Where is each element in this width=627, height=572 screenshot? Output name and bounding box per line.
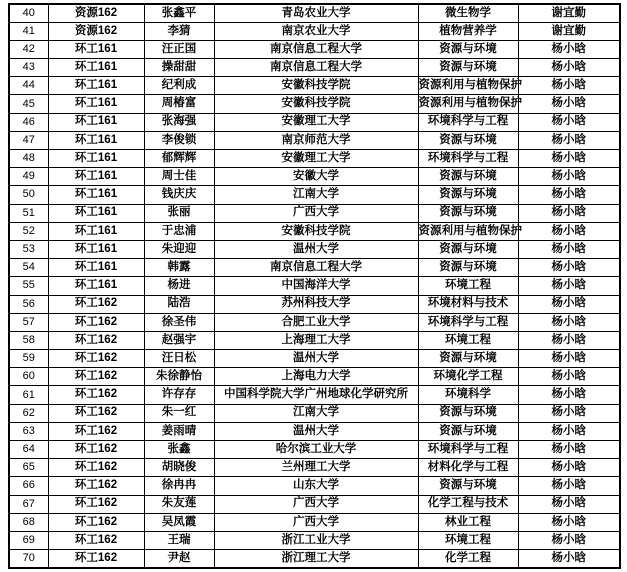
cell-class: 环工162 — [48, 368, 144, 386]
cell-student-name: 王瑞 — [144, 531, 214, 549]
cell-class: 环工162 — [48, 441, 144, 459]
cell-university: 安徽理工大学 — [214, 113, 418, 131]
cell-row-number: 58 — [9, 331, 48, 349]
cell-class: 环工161 — [48, 150, 144, 168]
cell-admitted-major: 资源与环境 — [418, 131, 518, 149]
cell-admitted-major: 化学工程 — [418, 550, 518, 568]
cell-student-name: 朱迎迎 — [144, 240, 214, 258]
table-row — [9, 40, 620, 58]
cell-row-number: 62 — [9, 404, 48, 422]
cell-row-number: 45 — [9, 95, 48, 113]
cell-student-name: 朱徐静怡 — [144, 368, 214, 386]
cell-university: 广西大学 — [214, 204, 418, 222]
cell-advisor: 杨小晗 — [518, 168, 620, 186]
cell-row-number: 69 — [9, 531, 48, 549]
cell-admitted-major: 微生物学 — [418, 4, 518, 22]
cell-university: 广西大学 — [214, 513, 418, 531]
cell-university: 安徽理工大学 — [214, 150, 418, 168]
cell-advisor: 杨小晗 — [518, 531, 620, 549]
cell-admitted-major: 资源与环境 — [418, 204, 518, 222]
cell-class: 环工162 — [48, 386, 144, 404]
table-row — [9, 550, 620, 568]
cell-class: 环工162 — [48, 495, 144, 513]
table-row — [9, 386, 620, 404]
cell-advisor: 杨小晗 — [518, 59, 620, 77]
cell-row-number: 68 — [9, 513, 48, 531]
cell-class: 环工161 — [48, 77, 144, 95]
cell-admitted-major: 资源与环境 — [418, 186, 518, 204]
cell-class: 环工161 — [48, 40, 144, 58]
cell-university: 南京农业大学 — [214, 22, 418, 40]
cell-admitted-major: 环境工程 — [418, 277, 518, 295]
cell-row-number: 42 — [9, 40, 48, 58]
cell-university: 安徽大学 — [214, 168, 418, 186]
cell-admitted-major: 环境工程 — [418, 531, 518, 549]
table-row — [9, 404, 620, 422]
cell-student-name: 钱庆庆 — [144, 186, 214, 204]
cell-admitted-major: 环境科学与工程 — [418, 150, 518, 168]
cell-university: 南京师范大学 — [214, 131, 418, 149]
cell-class: 资源162 — [48, 4, 144, 22]
cell-university: 南京信息工程大学 — [214, 59, 418, 77]
cell-advisor: 杨小晗 — [518, 95, 620, 113]
cell-advisor: 杨小晗 — [518, 259, 620, 277]
cell-advisor: 杨小晗 — [518, 277, 620, 295]
cell-advisor: 杨小晗 — [518, 477, 620, 495]
cell-advisor: 杨小晗 — [518, 40, 620, 58]
cell-row-number: 40 — [9, 4, 48, 22]
cell-admitted-major: 资源与环境 — [418, 404, 518, 422]
cell-row-number: 64 — [9, 441, 48, 459]
cell-student-name: 姜雨晴 — [144, 422, 214, 440]
cell-university: 合肥工业大学 — [214, 313, 418, 331]
cell-row-number: 46 — [9, 113, 48, 131]
cell-class: 环工161 — [48, 168, 144, 186]
table-row — [9, 313, 620, 331]
table-row — [9, 77, 620, 95]
cell-student-name: 吴凤霞 — [144, 513, 214, 531]
cell-university: 上海电力大学 — [214, 368, 418, 386]
cell-row-number: 60 — [9, 368, 48, 386]
table-row — [9, 295, 620, 313]
cell-row-number: 63 — [9, 422, 48, 440]
cell-row-number: 56 — [9, 295, 48, 313]
cell-advisor: 谢宜勤 — [518, 22, 620, 40]
cell-advisor: 杨小晗 — [518, 150, 620, 168]
cell-advisor: 杨小晗 — [518, 368, 620, 386]
cell-university: 安徽科技学院 — [214, 77, 418, 95]
cell-admitted-major: 资源利用与植物保护 — [418, 222, 518, 240]
cell-class: 环工162 — [48, 350, 144, 368]
cell-student-name: 李猜 — [144, 22, 214, 40]
cell-admitted-major: 资源与环境 — [418, 259, 518, 277]
cell-university: 青岛农业大学 — [214, 4, 418, 22]
cell-advisor: 杨小晗 — [518, 186, 620, 204]
cell-student-name: 许存存 — [144, 386, 214, 404]
cell-admitted-major: 资源与环境 — [418, 477, 518, 495]
cell-admitted-major: 植物营养学 — [418, 22, 518, 40]
cell-university: 中国海洋大学 — [214, 277, 418, 295]
cell-university: 浙江工业大学 — [214, 531, 418, 549]
cell-row-number: 50 — [9, 186, 48, 204]
cell-student-name: 韩露 — [144, 259, 214, 277]
cell-student-name: 张丽 — [144, 204, 214, 222]
cell-row-number: 47 — [9, 131, 48, 149]
table-row — [9, 168, 620, 186]
cell-admitted-major: 环境科学与工程 — [418, 113, 518, 131]
cell-student-name: 张鑫 — [144, 441, 214, 459]
table-row — [9, 259, 620, 277]
cell-university: 南京信息工程大学 — [214, 259, 418, 277]
cell-student-name: 朱一红 — [144, 404, 214, 422]
cell-admitted-major: 资源与环境 — [418, 168, 518, 186]
cell-student-name: 张海强 — [144, 113, 214, 131]
cell-class: 环工161 — [48, 259, 144, 277]
cell-admitted-major: 环境科学与工程 — [418, 441, 518, 459]
cell-row-number: 66 — [9, 477, 48, 495]
cell-advisor: 杨小晗 — [518, 131, 620, 149]
cell-student-name: 胡晓俊 — [144, 459, 214, 477]
cell-row-number: 59 — [9, 350, 48, 368]
cell-advisor: 杨小晗 — [518, 386, 620, 404]
table-row — [9, 495, 620, 513]
cell-advisor: 杨小晗 — [518, 441, 620, 459]
cell-row-number: 51 — [9, 204, 48, 222]
table-row — [9, 222, 620, 240]
cell-admitted-major: 林业工程 — [418, 513, 518, 531]
cell-admitted-major: 资源与环境 — [418, 59, 518, 77]
cell-student-name: 郁辉辉 — [144, 150, 214, 168]
table-row — [9, 441, 620, 459]
cell-row-number: 65 — [9, 459, 48, 477]
cell-university: 南京信息工程大学 — [214, 40, 418, 58]
cell-student-name: 尹赵 — [144, 550, 214, 568]
cell-university: 江南大学 — [214, 404, 418, 422]
cell-advisor: 杨小晗 — [518, 422, 620, 440]
cell-university: 安徽科技学院 — [214, 95, 418, 113]
cell-university: 安徽科技学院 — [214, 222, 418, 240]
cell-row-number: 48 — [9, 150, 48, 168]
cell-student-name: 汪正国 — [144, 40, 214, 58]
cell-class: 环工161 — [48, 277, 144, 295]
cell-row-number: 70 — [9, 550, 48, 568]
table-row — [9, 4, 620, 22]
cell-student-name: 周士佳 — [144, 168, 214, 186]
cell-class: 环工161 — [48, 240, 144, 258]
cell-class: 环工161 — [48, 131, 144, 149]
table-row — [9, 150, 620, 168]
student-assignment-table — [8, 3, 621, 569]
cell-student-name: 张鑫平 — [144, 4, 214, 22]
table-row — [9, 113, 620, 131]
cell-class: 环工162 — [48, 422, 144, 440]
table-row — [9, 531, 620, 549]
cell-row-number: 53 — [9, 240, 48, 258]
cell-row-number: 52 — [9, 222, 48, 240]
cell-admitted-major: 环境科学与工程 — [418, 313, 518, 331]
cell-university: 温州大学 — [214, 422, 418, 440]
cell-row-number: 55 — [9, 277, 48, 295]
cell-advisor: 杨小晗 — [518, 204, 620, 222]
cell-admitted-major: 资源利用与植物保护 — [418, 95, 518, 113]
table-row — [9, 350, 620, 368]
cell-admitted-major: 环境化学工程 — [418, 368, 518, 386]
cell-university: 浙江理工大学 — [214, 550, 418, 568]
cell-advisor: 杨小晗 — [518, 350, 620, 368]
cell-student-name: 于忠浦 — [144, 222, 214, 240]
table-row — [9, 59, 620, 77]
cell-class: 资源162 — [48, 22, 144, 40]
table-row — [9, 95, 620, 113]
cell-student-name: 徐圣伟 — [144, 313, 214, 331]
cell-student-name: 杨进 — [144, 277, 214, 295]
cell-student-name: 陆浩 — [144, 295, 214, 313]
cell-advisor: 杨小晗 — [518, 295, 620, 313]
cell-advisor: 杨小晗 — [518, 240, 620, 258]
cell-row-number: 44 — [9, 77, 48, 95]
cell-admitted-major: 资源与环境 — [418, 422, 518, 440]
cell-class: 环工161 — [48, 222, 144, 240]
cell-student-name: 赵强宇 — [144, 331, 214, 349]
cell-class: 环工162 — [48, 531, 144, 549]
cell-class: 环工161 — [48, 186, 144, 204]
cell-class: 环工162 — [48, 513, 144, 531]
cell-university: 温州大学 — [214, 350, 418, 368]
cell-advisor: 杨小晗 — [518, 495, 620, 513]
cell-class: 环工162 — [48, 459, 144, 477]
table-row — [9, 459, 620, 477]
cell-class: 环工162 — [48, 331, 144, 349]
table-row — [9, 204, 620, 222]
cell-row-number: 43 — [9, 59, 48, 77]
cell-university: 广西大学 — [214, 495, 418, 513]
cell-admitted-major: 资源与环境 — [418, 240, 518, 258]
cell-student-name: 李俊锁 — [144, 131, 214, 149]
cell-admitted-major: 资源与环境 — [418, 40, 518, 58]
cell-class: 环工161 — [48, 204, 144, 222]
cell-admitted-major: 环境材料与技术 — [418, 295, 518, 313]
cell-university: 中国科学院大学广州地球化学研究所 — [214, 386, 418, 404]
cell-student-name: 操甜甜 — [144, 59, 214, 77]
cell-class: 环工161 — [48, 95, 144, 113]
cell-student-name: 徐冉冉 — [144, 477, 214, 495]
cell-admitted-major: 环境科学 — [418, 386, 518, 404]
table-row — [9, 240, 620, 258]
cell-student-name: 纪利成 — [144, 77, 214, 95]
cell-row-number: 49 — [9, 168, 48, 186]
cell-class: 环工162 — [48, 404, 144, 422]
table-body — [9, 4, 620, 568]
cell-class: 环工161 — [48, 59, 144, 77]
cell-university: 山东大学 — [214, 477, 418, 495]
table-row — [9, 513, 620, 531]
table-row — [9, 186, 620, 204]
table-row — [9, 22, 620, 40]
cell-university: 上海理工大学 — [214, 331, 418, 349]
cell-class: 环工162 — [48, 295, 144, 313]
cell-row-number: 54 — [9, 259, 48, 277]
cell-advisor: 杨小晗 — [518, 459, 620, 477]
cell-university: 温州大学 — [214, 240, 418, 258]
cell-row-number: 67 — [9, 495, 48, 513]
cell-class: 环工161 — [48, 113, 144, 131]
cell-student-name: 汪日松 — [144, 350, 214, 368]
table-row — [9, 331, 620, 349]
table-row — [9, 422, 620, 440]
cell-admitted-major: 环境工程 — [418, 331, 518, 349]
cell-row-number: 41 — [9, 22, 48, 40]
cell-advisor: 谢宜勤 — [518, 4, 620, 22]
cell-university: 兰州理工大学 — [214, 459, 418, 477]
cell-university: 江南大学 — [214, 186, 418, 204]
cell-advisor: 杨小晗 — [518, 113, 620, 131]
table-row — [9, 368, 620, 386]
cell-admitted-major: 化学工程与技术 — [418, 495, 518, 513]
cell-advisor: 杨小晗 — [518, 404, 620, 422]
cell-class: 环工162 — [48, 550, 144, 568]
cell-admitted-major: 资源利用与植物保护 — [418, 77, 518, 95]
cell-student-name: 朱友莲 — [144, 495, 214, 513]
cell-university: 苏州科技大学 — [214, 295, 418, 313]
cell-advisor: 杨小晗 — [518, 222, 620, 240]
cell-class: 环工162 — [48, 313, 144, 331]
cell-row-number: 57 — [9, 313, 48, 331]
cell-advisor: 杨小晗 — [518, 550, 620, 568]
cell-advisor: 杨小晗 — [518, 513, 620, 531]
cell-class: 环工162 — [48, 477, 144, 495]
table-row — [9, 277, 620, 295]
cell-admitted-major: 材料化学与工程 — [418, 459, 518, 477]
cell-advisor: 杨小晗 — [518, 313, 620, 331]
cell-admitted-major: 资源与环境 — [418, 350, 518, 368]
cell-advisor: 杨小晗 — [518, 331, 620, 349]
cell-row-number: 61 — [9, 386, 48, 404]
table-row — [9, 477, 620, 495]
cell-advisor: 杨小晗 — [518, 77, 620, 95]
table-row — [9, 131, 620, 149]
cell-university: 哈尔滨工业大学 — [214, 441, 418, 459]
cell-student-name: 周椿富 — [144, 95, 214, 113]
